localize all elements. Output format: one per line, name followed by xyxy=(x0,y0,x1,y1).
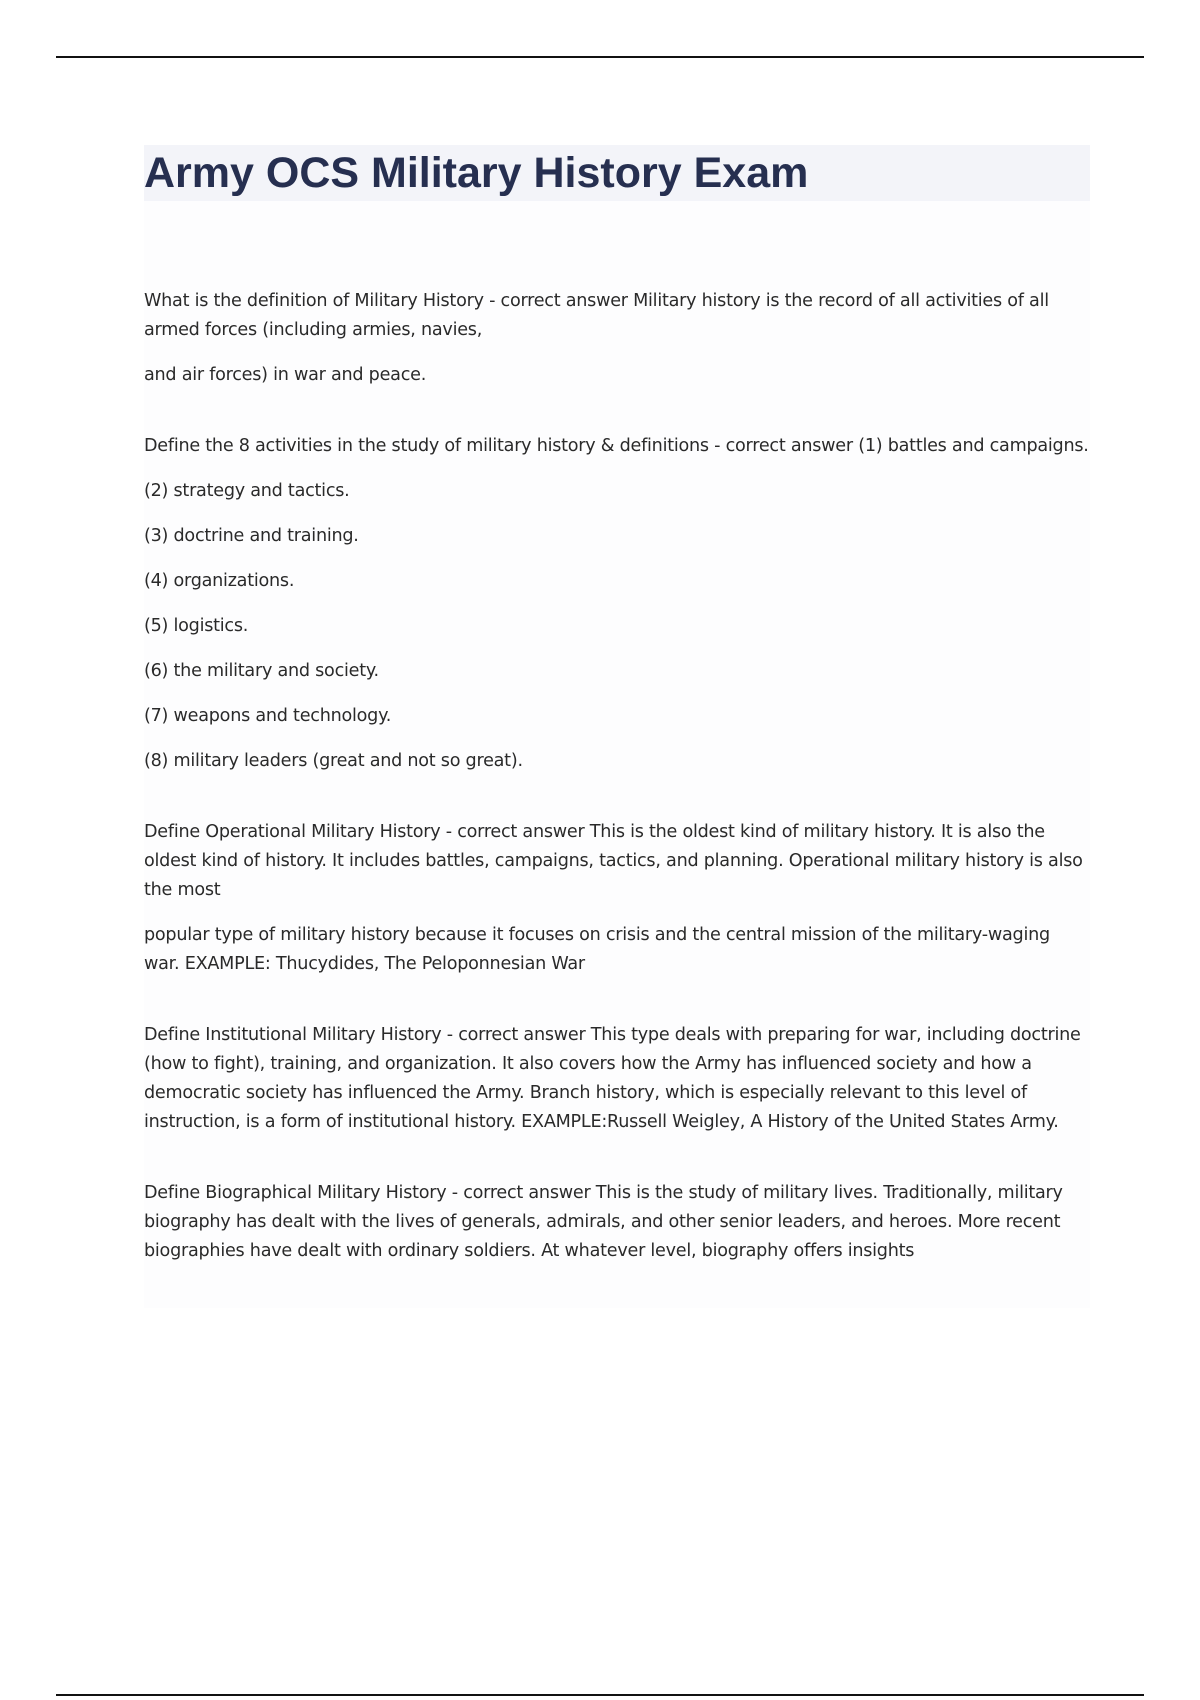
qa-paragraph: and air forces) in war and peace. xyxy=(144,365,427,385)
list-item: (2) strategy and tactics. xyxy=(144,481,350,501)
title-banner xyxy=(144,145,1090,201)
top-rule xyxy=(56,56,1144,58)
qa-paragraph: What is the definition of Military History - correct answer Military history is the record of all activities of all armed forces (including armies, navies, xyxy=(144,291,1049,340)
qa-military-history-definition xyxy=(144,287,1090,390)
list-item: (3) doctrine and training. xyxy=(144,526,359,546)
qa-paragraph: Define Institutional Military History - correct answer This type deals with preparing for war, including doctrine (how to fight), training, and organization. It also covers how the Army has influenced society and how a democratic society has influenced the Army. Branch history, which is especially relevant to this level of instruction, is a form of institutional history. EXAMPLE:Russell Weigley, A History of the United States Army. xyxy=(144,1025,1081,1132)
list-item: (6) the military and society. xyxy=(144,661,379,681)
qa-eight-activities xyxy=(144,432,1090,776)
qa-paragraph: Define Biographical Military History - correct answer This is the study of military lives. Traditionally, military biography has dealt with the lives of generals, admirals, and other senior leaders, and heroes. More recent biographies have dealt with ordinary soldiers. At whatever level, biography offers insights xyxy=(144,1183,1063,1261)
list-item: (7) weapons and technology. xyxy=(144,706,392,726)
qa-institutional-military-history xyxy=(144,1021,1090,1137)
list-item: (4) organizations. xyxy=(144,571,295,591)
qa-paragraph: Define Operational Military History - correct answer This is the oldest kind of military history. It is also the oldest kind of history. It includes battles, campaigns, tactics, and planning. Operational military history is also the most xyxy=(144,822,1083,900)
document-body xyxy=(144,145,1090,1308)
qa-paragraph: Define the 8 activities in the study of military history & definitions - correct answer (1) battles and campaigns. xyxy=(144,436,1089,456)
qa-operational-military-history xyxy=(144,818,1090,979)
bottom-rule xyxy=(56,1694,1144,1696)
qa-paragraph: popular type of military history because it focuses on crisis and the central mission of the military-waging war. EXAMPLE: Thucydides, The Peloponnesian War xyxy=(144,925,1050,974)
list-item: (8) military leaders (great and not so great). xyxy=(144,751,523,771)
qa-biographical-military-history xyxy=(144,1179,1090,1266)
list-item: (5) logistics. xyxy=(144,616,249,636)
document-title: Army OCS Military History Exam xyxy=(144,149,809,197)
